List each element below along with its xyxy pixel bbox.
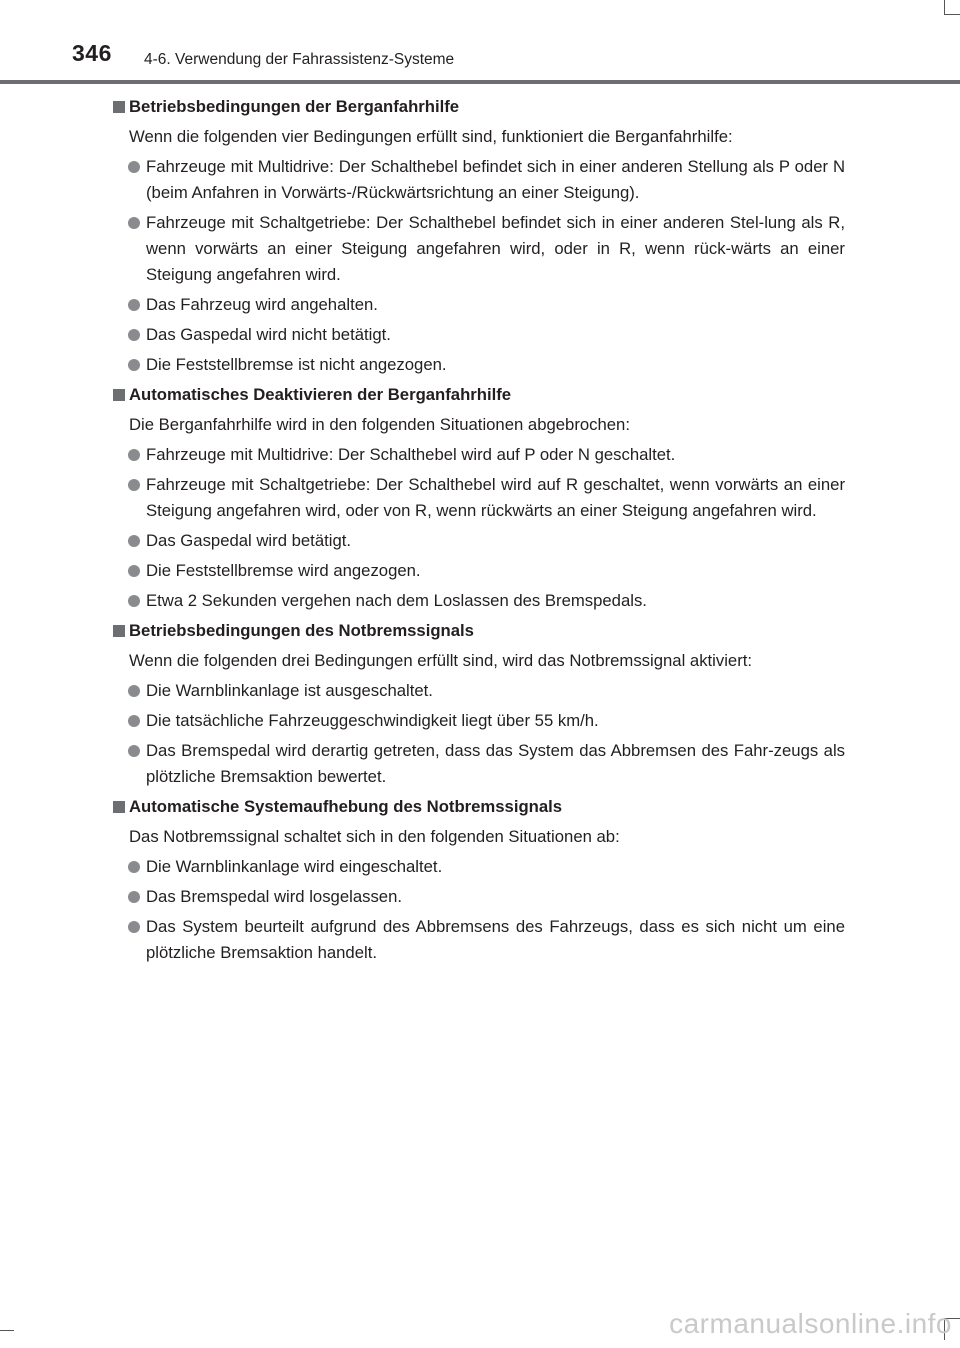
square-bullet-icon	[113, 101, 125, 113]
list-item	[113, 914, 845, 966]
section	[113, 618, 845, 790]
list-item-text: Die Feststellbremse wird angezogen.	[146, 561, 421, 580]
circle-bullet-icon	[128, 299, 140, 311]
list-item-text: Etwa 2 Sekunden vergehen nach dem Loslassen des Bremspedals.	[146, 591, 647, 610]
list-item	[113, 884, 845, 910]
section	[113, 382, 845, 614]
list-item-text: Das Gaspedal wird betätigt.	[146, 531, 351, 550]
circle-bullet-icon	[128, 685, 140, 697]
section-intro: Das Notbremssignal schaltet sich in den folgenden Situationen ab:	[129, 827, 620, 846]
square-bullet-icon	[113, 625, 125, 637]
list-item	[113, 528, 845, 554]
list-item	[113, 292, 845, 318]
list-item	[113, 708, 845, 734]
list-item	[113, 322, 845, 348]
list-item-text: Das Gaspedal wird nicht betätigt.	[146, 325, 391, 344]
list-item-text: Die tatsächliche Fahrzeuggeschwindigkeit liegt über 55 km/h.	[146, 711, 599, 730]
section-heading	[113, 94, 845, 120]
circle-bullet-icon	[128, 217, 140, 229]
circle-bullet-icon	[128, 891, 140, 903]
section-heading	[113, 382, 845, 408]
circle-bullet-icon	[128, 359, 140, 371]
circle-bullet-icon	[128, 595, 140, 607]
section	[113, 794, 845, 966]
circle-bullet-icon	[128, 861, 140, 873]
list-item	[113, 442, 845, 468]
list-item	[113, 210, 845, 288]
section-heading	[113, 794, 845, 820]
chapter-title: 4-6. Verwendung der Fahrassistenz-Systeme	[144, 51, 455, 68]
circle-bullet-icon	[128, 449, 140, 461]
circle-bullet-icon	[128, 715, 140, 727]
section-heading-text: Automatisches Deaktivieren der Berganfahrhilfe	[129, 385, 512, 404]
section	[113, 94, 845, 378]
section-intro: Wenn die folgenden drei Bedingungen erfüllt sind, wird das Notbremssignal aktiviert:	[129, 651, 753, 670]
list-item	[113, 854, 845, 880]
list-item	[113, 472, 845, 524]
section-heading-text: Betriebsbedingungen der Berganfahrhilfe	[129, 97, 460, 116]
square-bullet-icon	[113, 801, 125, 813]
circle-bullet-icon	[128, 535, 140, 547]
section-heading	[113, 618, 845, 644]
crop-mark	[944, 14, 960, 15]
list-item-text: Das Bremspedal wird losgelassen.	[146, 887, 402, 906]
circle-bullet-icon	[128, 745, 140, 757]
list-item-text: Das Bremspedal wird derartig getreten, dass das System das Abbremsen des Fahr-zeugs als plötzliche Bremsaktion bewertet.	[146, 741, 845, 786]
list-item-text: Fahrzeuge mit Multidrive: Der Schalthebel wird auf P oder N geschaltet.	[146, 445, 676, 464]
crop-mark	[944, 0, 945, 14]
list-item-text: Das System beurteilt aufgrund des Abbremsens des Fahrzeugs, dass es sich nicht um eine plötzliche Bremsaktion handelt.	[146, 917, 845, 962]
list-item-text: Fahrzeuge mit Schaltgetriebe: Der Schalthebel wird auf R geschaltet, wenn vorwärts an einer Steigung angefahren wird, oder von R, wenn rückwärts an einer Steigung angefahren wird.	[146, 475, 845, 520]
circle-bullet-icon	[128, 161, 140, 173]
list-item-text: Die Feststellbremse ist nicht angezogen.	[146, 355, 447, 374]
list-item-text: Das Fahrzeug wird angehalten.	[146, 295, 378, 314]
watermark: carmanualsonline.info	[669, 1308, 952, 1339]
list-item	[113, 738, 845, 790]
section-intro: Die Berganfahrhilfe wird in den folgenden Situationen abgebrochen:	[129, 415, 630, 434]
list-item	[113, 678, 845, 704]
header-rule	[0, 80, 960, 84]
section-heading-text: Automatische Systemaufhebung des Notbremssignals	[129, 797, 563, 816]
circle-bullet-icon	[128, 329, 140, 341]
circle-bullet-icon	[128, 565, 140, 577]
content	[113, 94, 845, 970]
section-intro: Wenn die folgenden vier Bedingungen erfüllt sind, funktioniert die Berganfahrhilfe:	[129, 127, 733, 146]
list-item-text: Die Warnblinkanlage wird eingeschaltet.	[146, 857, 443, 876]
circle-bullet-icon	[128, 479, 140, 491]
list-item-text: Fahrzeuge mit Schaltgetriebe: Der Schalthebel befindet sich in einer anderen Stel-lung als R, wenn vorwärts an einer Steigung angefahren wird, oder in R, wenn rück-wärts an einer Steigung angefahren wird.	[146, 213, 845, 284]
section-heading-text: Betriebsbedingungen des Notbremssignals	[129, 621, 474, 640]
square-bullet-icon	[113, 389, 125, 401]
list-item-text: Fahrzeuge mit Multidrive: Der Schalthebel befindet sich in einer anderen Stellung als P oder N (beim Anfahren in Vorwärts-/Rückwärtsrichtung an einer Steigung).	[146, 157, 845, 202]
crop-mark	[0, 1330, 14, 1331]
list-item	[113, 588, 845, 614]
list-item	[113, 154, 845, 206]
circle-bullet-icon	[128, 921, 140, 933]
list-item-text: Die Warnblinkanlage ist ausgeschaltet.	[146, 681, 433, 700]
list-item	[113, 558, 845, 584]
list-item	[113, 352, 845, 378]
page-number: 346	[72, 40, 112, 66]
